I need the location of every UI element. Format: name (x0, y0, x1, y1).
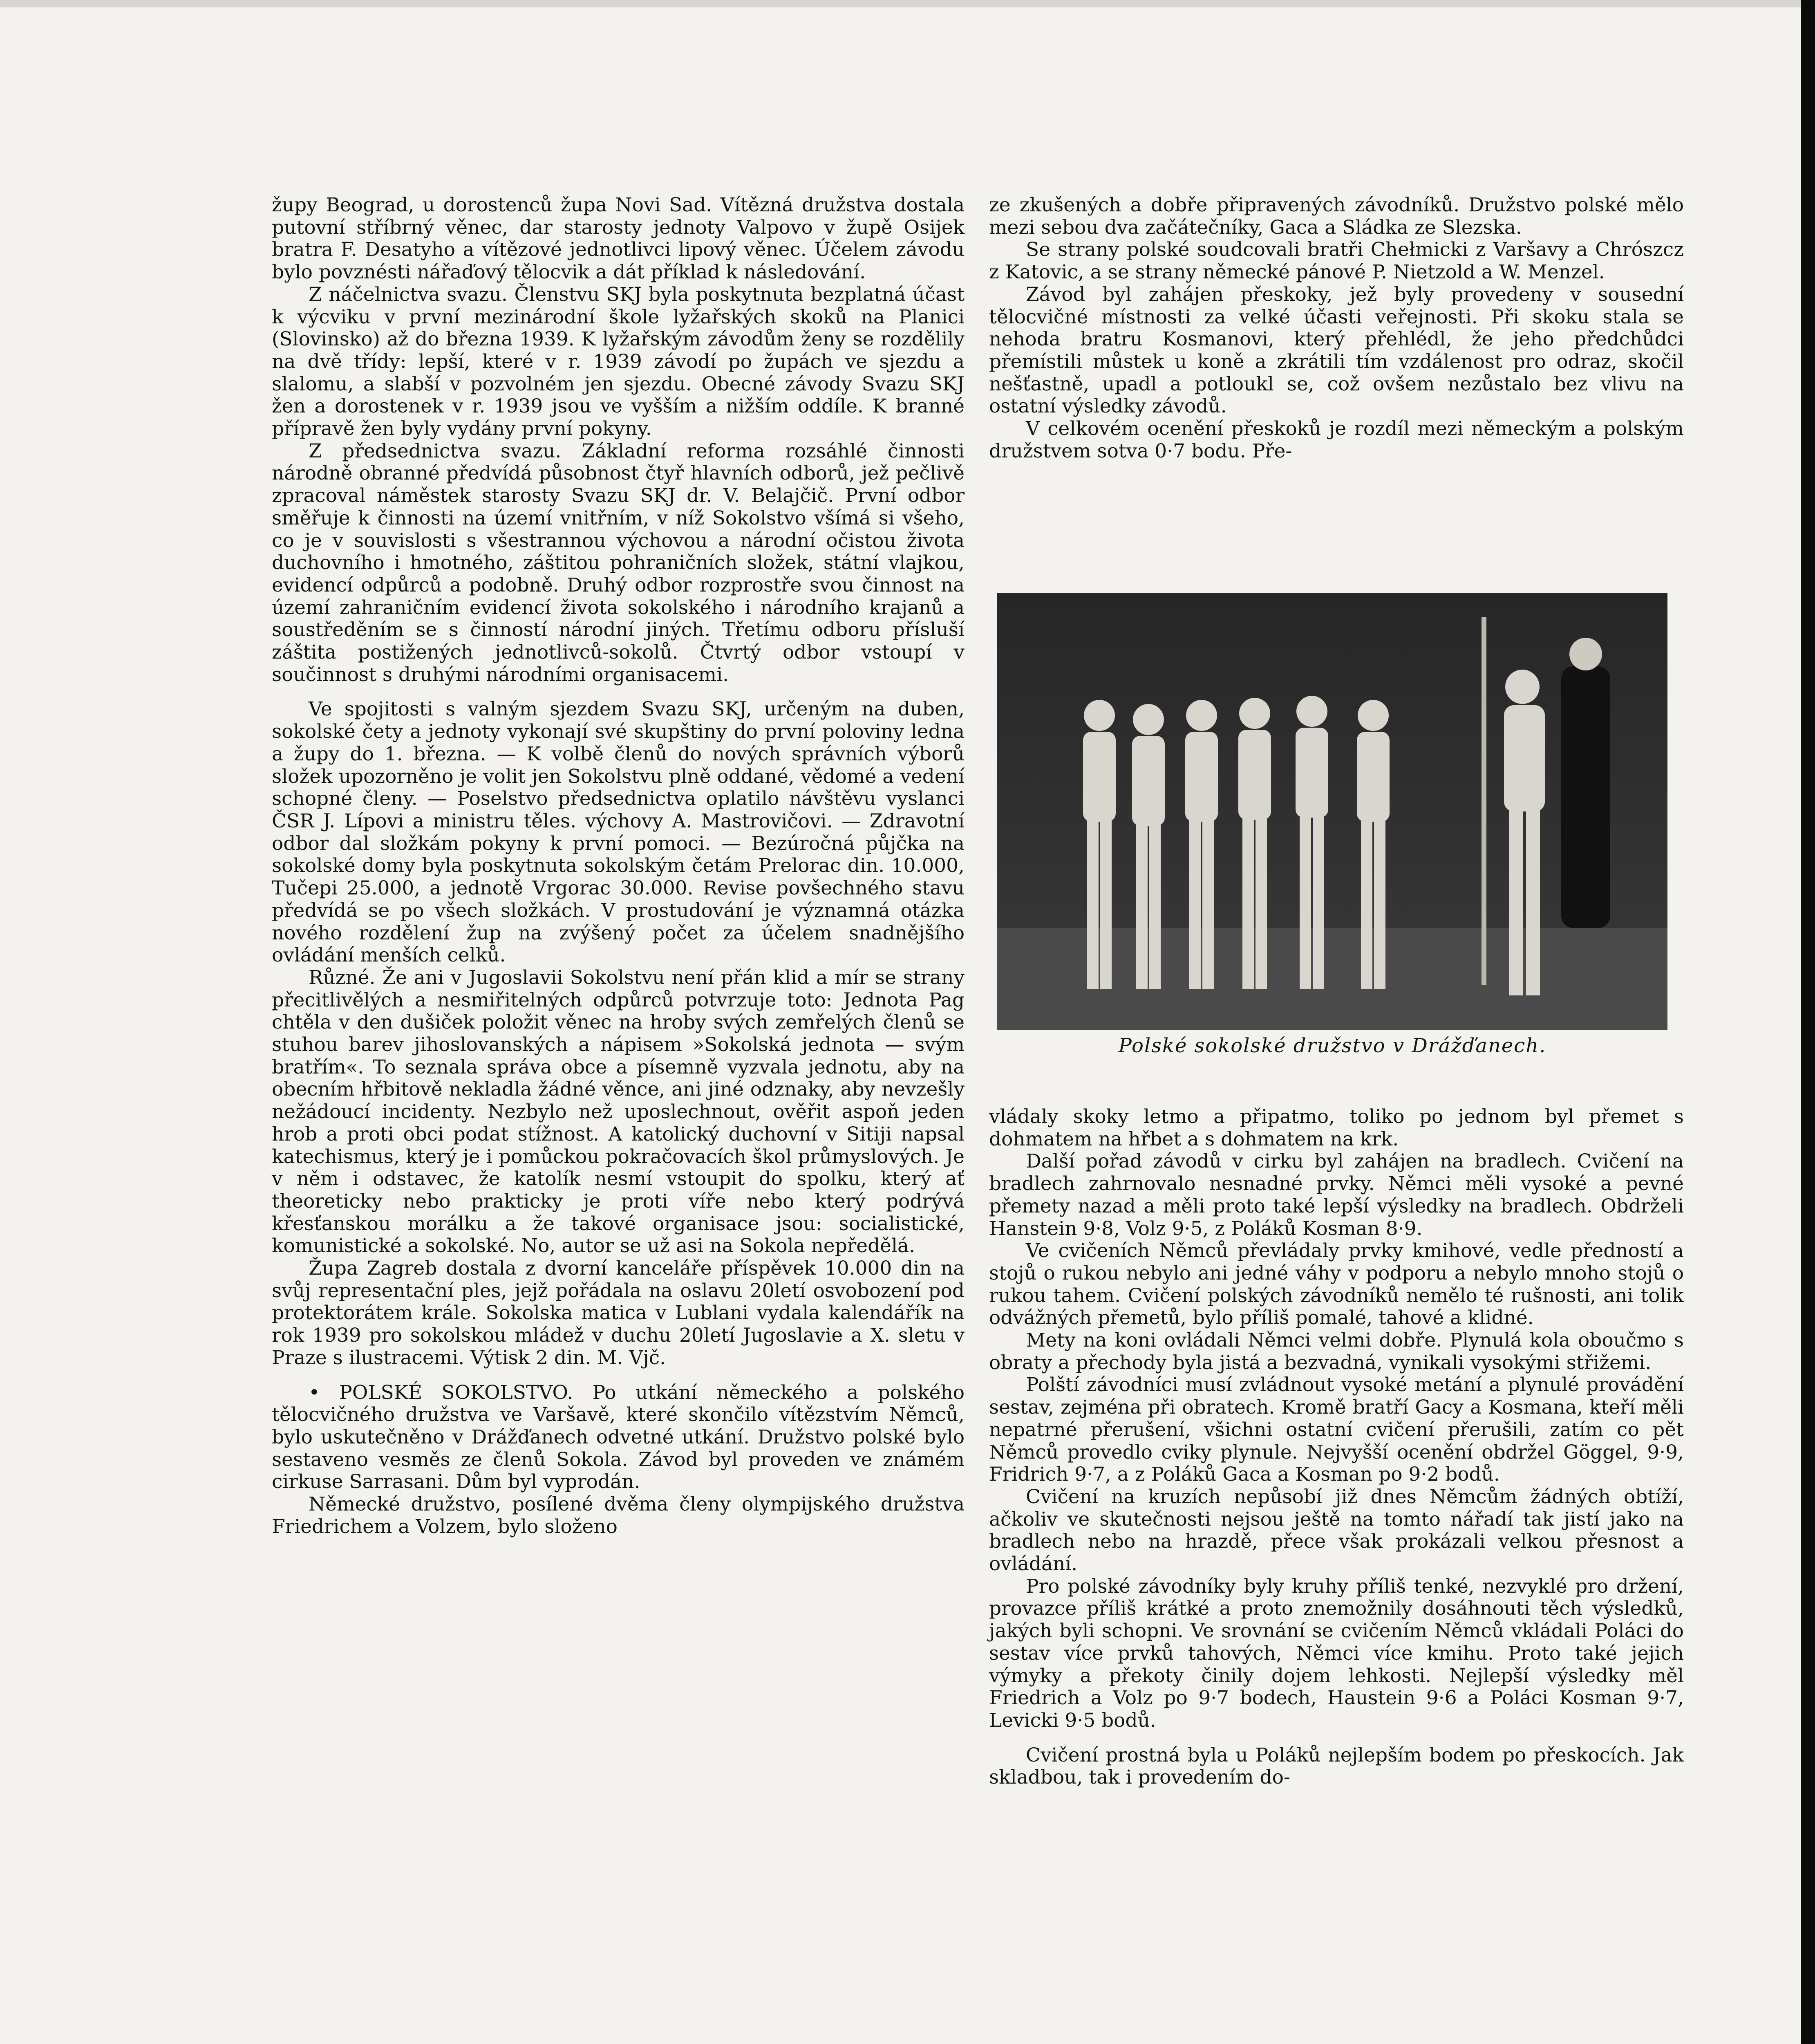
right-column-top (989, 194, 1684, 462)
paragraph: župy Beograd, u dorostenců župa Novi Sad. Vítězná družstva dostala putovní stříbrný věnec, dar starosty jednoty Valpovo v župě Osijek bratra F. Desatyho a vítězové jednotlivci lipový věnec. Účelem závodu bylo povznésti nářaďový tělocvik a dát příklad k následování. (272, 194, 965, 284)
paragraph: Cvičení na kruzích nepůsobí již dnes Němcům žádných obtíží, ačkoliv ve skutečnosti nejsou ještě na tomto nářadí tak jistí jako na bradlech nebo na hrazdě, přece však prokázali velkou přesnost a ovládání. (989, 1485, 1684, 1576)
paragraph: Další pořad závodů v cirku byl zahájen na bradlech. Cvičení na bradlech zahrnovalo nesnadné prvky. Němci měli vysoké a pevné přemety nazad a měli proto také lepší výsledky na bradlech. Obdrželi Hanstein 9·8, Volz 9·5, z Poláků Kosman 8·9. (989, 1150, 1684, 1240)
paragraph: Pro polské závodníky byly kruhy příliš tenké, nezvyklé pro držení, provazce příliš krátké a proto znemožnily dosáhnouti těch výsledků, jakých byli schopni. Ve srovnání se cvičením Němců vkládali Poláci do sestav více prvků tahových, Němci více kmihu. Proto také jejich výmyky a překoty činily dojem lehkosti. Nejlepší výsledky měl Friedrich a Volz po 9·7 bodech, Haustein 9·6 a Poláci Kosman 9·7, Levicki 9·5 bodů. (989, 1575, 1684, 1732)
paragraph: Různé. Že ani v Jugoslavii Sokolstvu není přán klid a mír se strany přecitlivělých a nesmiřitelných odpůrců potvrzuje toto: Jednota Pag chtěla v den dušiček položit věnec na hroby svých zemřelých členů se stuhou barev jihoslovanských a nápisem »Sokolská jednota — svým bratřím«. To seznala správa obce a písemně vyzvala jednotu, aby na obecním hřbitově nekladla žádné věnce, ani jiné odznaky, aby nevzešly nežádoucí incidenty. Nezbylo než uposlechnout, ověřit aspoň jeden hrob a proti obci podat stížnost. A katolický duchovní v Sitiji napsal katechismus, který je i pomůckou pokračovacích škol průmyslových. Je v něm i odstavec, že katolík nesmí vstoupit do spolku, který ať theoreticky nebo prakticky je proti víře nebo který podrývá křesťanskou morálku a že takové organisace jsou: socialistické, komunistické a sokolské. No, autor se už asi na Sokola nepředělá. (272, 966, 965, 1257)
paragraph: vládaly skoky letmo a připatmo, toliko po jednom byl přemet s dohmatem na hřbet a s dohmatem na krk. (989, 1105, 1684, 1150)
right-column-bottom (989, 1106, 1684, 1789)
paragraph: Cvičení prostná byla u Poláků nejlepším bodem po přeskocích. Jak skladbou, tak i provedením do- (989, 1744, 1684, 1789)
paragraph: Se strany polské soudcovali bratři Chełmicki z Varšavy a Chrószcz z Katovic, a se strany německé pánové P. Nietzold a W. Menzel. (989, 238, 1684, 284)
paragraph: Závod byl zahájen přeskoky, jež byly provedeny v sousední tělocvičné místnosti za velké účasti veřejnosti. Při skoku stala se nehoda bratru Kosmanovi, který přehlédl, že jeho předchůdci přemístili můstek u koně a zkrátili tím vzdálenost pro odraz, skočil nešťastně, upadl a potloukl se, což ovšem nezůstalo bez vlivu na ostatní výsledky závodů. (989, 283, 1684, 418)
paragraph: Německé družstvo, posílené dvěma členy olympijského družstva Friedrichem a Volzem, bylo složeno (272, 1493, 965, 1538)
photo-caption: Polské sokolské družstvo v Drážďanech. (1118, 1034, 1546, 1057)
left-column (272, 194, 965, 1538)
paragraph: Z náčelnictva svazu. Členstvu SKJ byla poskytnuta bezplatná účast k výcviku v první mezinárodní škole lyžařských skoků na Planici (Slovinsko) až do března 1939. K lyžařským závodům ženy se rozdělily na dvě třídy: lepší, které v r. 1939 závodí po župách ve sjezdu a slalomu, a slabší v pozvolném jen sjezdu. Obecné závody Svazu SKJ žen a dorostenek v r. 1939 jsou ve vyšším a nižším oddíle. K branné přípravě žen byly vydány první pokyny. (272, 283, 965, 440)
team-photo-illustration (997, 593, 1667, 1030)
scan-top-edge (0, 0, 1815, 7)
paragraph: Mety na koni ovládali Němci velmi dobře. Plynulá kola oboučmo s obraty a přechody byla jistá a bezvadná, vynikali vysokými střižemi. (989, 1329, 1684, 1374)
paragraph: Ve cvičeních Němců převládaly prvky kmihové, vedle předností a stojů o rukou nebylo ani jedné váhy v podporu a nebylo mnoho stojů o rukou tahem. Cvičení polských závodníků nemělo té rušnosti, ani tolik odvážných přemetů, bylo příliš pomalé, tahové a klidné. (989, 1239, 1684, 1329)
paragraph: Z předsednictva svazu. Základní reforma rozsáhlé činnosti národně obranné předvídá působnost čtyř hlavních odborů, jež pečlivě zpracoval náměstek starosty Svazu SKJ dr. V. Belajčič. První odbor směřuje k činnosti na území vnitřním, v níž Sokolstvo všímá si všeho, co je v souvislosti s všestrannou výchovou a národní očistou života duchovního i hmotného, záštitou pohraničních složek, státní vlajkou, evidencí odpůrců a podobně. Druhý odbor rozprostře svou činnost na území zahraničním evidencí života sokolského i národního krajanů a soustředěním se s činností národní jiných. Třetímu odboru přísluší záštita postižených jednotlivců-sokolů. Čtvrtý odbor vstoupí v součinnost s druhými národními organisacemi. (272, 439, 965, 686)
paragraph-section-heading: • POLSKÉ SOKOLSTVO. Po utkání německého a polského tělocvičného družstva ve Varšavě, které skončilo vítězstvím Němců, bylo uskutečněno v Drážďanech odvetné utkání. Družstvo polské bylo sestaveno vesměs ze členů Sokola. Závod byl proveden ve známém cirkuse Sarrasani. Dům byl vyprodán. (272, 1381, 965, 1493)
scan-right-edge (1801, 0, 1815, 2044)
paragraph: Župa Zagreb dostala z dvorní kanceláře příspěvek 10.000 din na svůj representační ples, jejž pořádala na oslavu 20letí osvobození pod protektorátem krále. Sokolska matica v Lublani vydala kalendářík na rok 1939 pro sokolskou mládež v duchu 20letí Jugoslavie a X. sletu v Praze s ilustracemi. Výtisk 2 din. M. Vjč. (272, 1257, 965, 1369)
paragraph: V celkovém ocenění přeskoků je rozdíl mezi německým a polským družstvem sotva 0·7 bodu. Pře- (989, 417, 1684, 462)
paragraph: ze zkušených a dobře připravených závodníků. Družstvo polské mělo mezi sebou dva začátečníky, Gaca a Sládka ze Slezska. (989, 194, 1684, 239)
team-photo (997, 593, 1667, 1030)
paragraph: Ve spojitosti s valným sjezdem Svazu SKJ, určeným na duben, sokolské čety a jednoty vykonají své skupštiny do první poloviny ledna a župy do 1. března. — K volbě členů do nových správních výborů složek upozorněno je volit jen Sokolstvu plně oddané, vědomé a vedení schopné členy. — Poselstvo předsednictva oplatilo návštěvu vyslanci ČSR J. Lípovi a ministru těles. výchovy A. Mastrovičovi. — Zdravotní odbor dal složkám pokyny k první pomoci. — Bezúročná půjčka na sokolské domy byla poskytnuta sokolským četám Prelorac din. 10.000, Tučepi 25.000, a jednotě Vrgorac 30.000. Revise povšechného stavu předvídá se po všech složkách. V prostudování je významná otázka nového rozdělení žup na zvýšený počet za účelem snadnějšího ovládání menších celků. (272, 698, 965, 967)
paragraph: Polští závodníci musí zvládnout vysoké metání a plynulé provádění sestav, zejména při obratech. Kromě bratří Gacy a Kosmana, kteří měli nepatrné přerušení, všichni ostatní cvičení přerušili, zatím co pět Němců provedlo cviky plynule. Nejvyšší ocenění obdržel Göggel, 9·9, Fridrich 9·7, a z Poláků Gaca a Kosman po 9·2 bodů. (989, 1374, 1684, 1486)
